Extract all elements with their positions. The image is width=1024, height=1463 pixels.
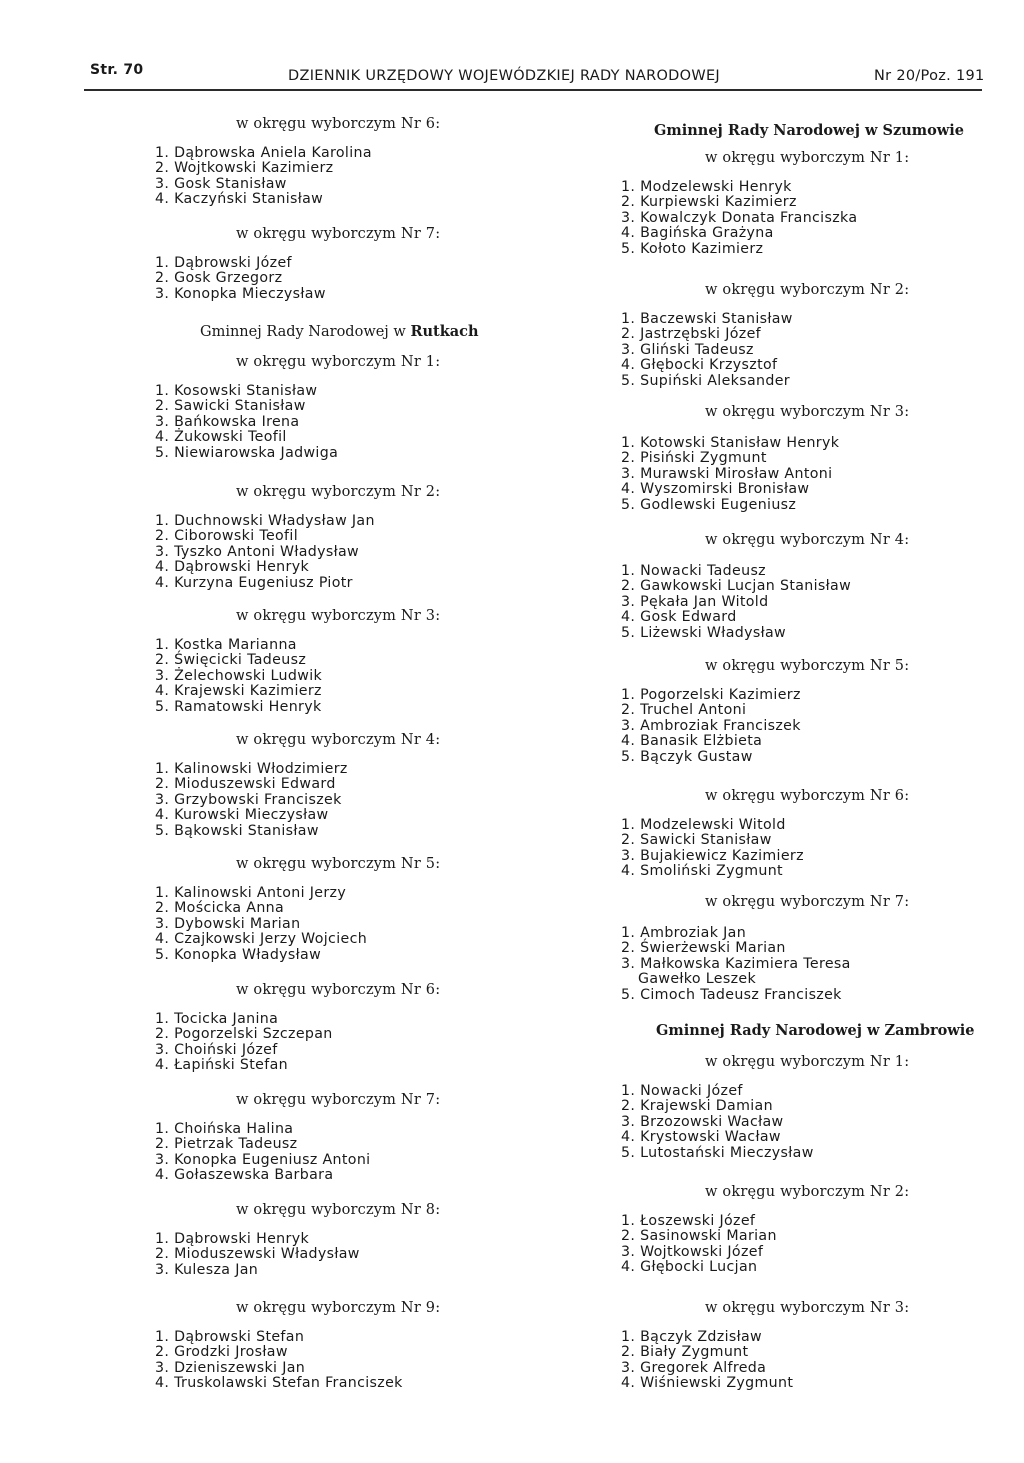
issue-number: Nr 20/Poz. 191 [874,68,985,84]
list-item: 3. Bańkowska Irena [155,413,300,430]
candidate-list [155,146,372,208]
list-item: 1. Choińska Halina [155,1121,294,1137]
district-heading: w okręgu wyborczym Nr 1: [705,1054,910,1070]
list-item: 4. Krajewski Kazimierz [155,683,322,700]
list-item: 1. Baczewski Stanisław [621,311,793,327]
page-header [84,62,985,90]
list-item: 1. Łoszewski Józef [621,1213,756,1229]
list-item: 2. Ciborowski Teofil [155,528,298,545]
list-item: 2. Gawkowski Lucjan Stanisław [621,578,852,595]
list-item: 3. Gliński Tadeusz [621,341,754,358]
candidate-list [621,436,839,513]
page-number: Str. 70 [90,62,144,78]
list-item: 3. Żelechowski Ludwik [155,667,323,684]
candidate-list [621,926,851,1003]
district-heading: w okręgu wyborczym Nr 9: [236,1300,441,1316]
council-heading: Gminnej Rady Narodowej w Zambrowie [656,1022,975,1039]
district-heading: w okręgu wyborczym Nr 7: [705,894,910,910]
list-item: 1. Ambroziak Jan [621,925,747,941]
candidate-list [155,256,326,302]
list-item: 2. Gosk Grzegorz [155,270,283,287]
district-heading: w okręgu wyborczym Nr 6: [236,116,441,132]
list-item: 5. Godlewski Eugeniusz [621,496,797,513]
list-item: 4. Bagińska Grażyna [621,225,774,242]
list-item: 2. Mioduszewski Władysław [155,1246,360,1263]
list-item: 5. Lutostański Mieczysław [621,1144,814,1161]
list-item: 2. Krajewski Damian [621,1098,773,1115]
list-item: 1. Kalinowski Włodzimierz [155,761,348,777]
list-item: 1. Pogorzelski Kazimierz [621,687,801,703]
candidate-list [621,688,801,765]
list-item: 4. Kurzyna Eugeniusz Piotr [155,574,353,591]
district-heading: w okręgu wyborczym Nr 2: [236,484,441,500]
candidate-list [155,1330,403,1392]
list-item: 3. Ambroziak Franciszek [621,717,801,734]
list-item: 3. Wojtkowski Józef [621,1243,764,1260]
list-item: 4. Łapiński Stefan [155,1057,288,1074]
list-item: 3. Dzieniszewski Jan [155,1359,306,1376]
list-item: 1. Dąbrowski Józef [155,255,292,271]
candidate-list [621,818,804,880]
district-heading: w okręgu wyborczym Nr 3: [236,608,441,624]
list-item: 4. Żukowski Teofil [155,429,287,446]
list-item: 1. Tocicka Janina [155,1011,279,1027]
list-item: 1. Nowacki Tadeusz [621,563,766,579]
list-item: 2. Pisiński Zygmunt [621,450,767,467]
list-item: 2. Mioduszewski Edward [155,776,336,793]
candidate-list [621,1330,793,1392]
council-heading [200,323,479,340]
list-item: 5. Ramatowski Henryk [155,698,322,715]
list-item: 2. Truchel Antoni [621,702,747,719]
candidate-list [155,1122,370,1184]
candidate-list [621,1084,814,1161]
district-heading: w okręgu wyborczym Nr 5: [236,856,441,872]
list-item: 3. Konopka Mieczysław [155,285,326,302]
list-item: 4. Wyszomirski Bronisław [621,481,810,498]
list-item: 1. Dąbrowska Aniela Karolina [155,145,372,161]
list-item: 5. Kołoto Kazimierz [621,240,764,257]
list-item: 2. Sasinowski Marian [621,1228,777,1245]
candidate-list [621,564,851,641]
list-item: 1. Modzelewski Witold [621,817,786,833]
list-item: 1. Kostka Marianna [155,637,297,653]
list-item: 2. Święcicki Tadeusz [155,652,307,669]
district-heading: w okręgu wyborczym Nr 4: [705,532,910,548]
list-item: 1. Dąbrowski Stefan [155,1329,305,1345]
list-item: 3. Gosk Stanisław [155,175,287,192]
list-item: 2. Kurpiewski Kazimierz [621,194,797,211]
list-item: 3. Dybowski Marian [155,915,301,932]
list-item: 3. Małkowska Kazimiera Teresa [621,955,851,972]
list-item: 1. Duchnowski Władysław Jan [155,513,375,529]
list-item: 3. Kowalczyk Donata Franciszka [621,209,858,226]
list-item: 4. Czajkowski Jerzy Wojciech [155,931,368,948]
list-item: 2. Mościcka Anna [155,900,285,917]
council-heading: Gminnej Rady Narodowej w Szumowie [654,122,965,139]
candidate-list [621,312,793,389]
list-item: 4. Banasik Elżbieta [621,733,763,750]
district-heading: w okręgu wyborczym Nr 2: [705,1184,910,1200]
list-item: 4. Kurowski Mieczysław [155,807,329,824]
list-item: 1. Modzelewski Henryk [621,179,792,195]
list-item: 4. Głębocki Krzysztof [621,357,778,374]
list-item: 3. Choiński Józef [155,1041,278,1058]
list-item: 2. Sawicki Stanisław [155,398,306,415]
list-item: 1. Kalinowski Antoni Jerzy [155,885,347,901]
list-item: 5. Bączyk Gustaw [621,748,753,765]
list-item: 2. Jastrzębski Józef [621,326,761,343]
list-item: 5. Liżewski Władysław [621,624,786,641]
list-item: 4. Krystowski Wacław [621,1129,781,1146]
list-item: 4. Smoliński Zygmunt [621,863,783,880]
list-item: 4. Truskolawski Stefan Franciszek [155,1375,403,1392]
candidate-list [155,638,322,715]
list-item: 3. Konopka Eugeniusz Antoni [155,1151,371,1168]
list-item: 5. Cimoch Tadeusz Franciszek [621,986,842,1003]
list-item: 1. Bączyk Zdzisław [621,1329,762,1345]
list-item: 5. Konopka Władysław [155,946,322,963]
candidate-list [155,384,338,461]
district-heading: w okręgu wyborczym Nr 1: [236,354,441,370]
list-item: 3. Grzybowski Franciszek [155,791,342,808]
list-item: 1. Nowacki Józef [621,1083,743,1099]
list-item: 3. Bujakiewicz Kazimierz [621,847,804,864]
list-item: 2. Wojtkowski Kazimierz [155,160,334,177]
district-heading: w okręgu wyborczym Nr 2: [705,282,910,298]
list-item: 4. Głębocki Lucjan [621,1259,758,1276]
header-rule [84,89,982,91]
candidate-list [155,514,375,591]
candidate-list [621,180,857,257]
list-item: 4. Gołaszewska Barbara [155,1167,334,1184]
journal-title: DZIENNIK URZĘDOWY WOJEWÓDZKIEJ RADY NARODOWEJ [288,68,721,84]
district-heading: w okręgu wyborczym Nr 7: [236,1092,441,1108]
list-item: 2. Sawicki Stanisław [621,832,772,849]
list-item: 2. Świerżewski Marian [621,940,786,957]
list-item: 3. Kulesza Jan [155,1261,259,1278]
candidate-list [155,1232,360,1278]
list-item: 3. Pękała Jan Witold [621,593,769,610]
council-heading-prefix: Gminnej Rady Narodowej w [200,324,406,340]
council-heading-name: Rutkach [410,323,479,340]
district-heading: w okręgu wyborczym Nr 4: [236,732,441,748]
list-item: 5. Bąkowski Stanisław [155,822,319,839]
district-heading: w okręgu wyborczym Nr 7: [236,226,441,242]
candidate-list [155,1012,333,1074]
list-item: 4. Wiśniewski Zygmunt [621,1375,794,1392]
list-item: 3. Tyszko Antoni Władysław [155,543,359,560]
list-item: 4. Dąbrowski Henryk [155,559,310,576]
list-item: 2. Biały Zygmunt [621,1344,749,1361]
list-item: 3. Gregorek Alfreda [621,1359,767,1376]
list-item: 3. Brzozowski Wacław [621,1113,784,1130]
list-item: 4. Gosk Edward [621,609,737,626]
list-item: 1. Dąbrowski Henryk [155,1231,310,1247]
list-item: 2. Pietrzak Tadeusz [155,1136,298,1153]
list-item: 2. Grodzki Jrosław [155,1344,288,1361]
candidate-list [155,886,367,963]
list-item: 4. Kaczyński Stanisław [155,191,324,208]
list-item: 2. Pogorzelski Szczepan [155,1026,333,1043]
list-item: 3. Murawski Mirosław Antoni [621,465,833,482]
district-heading: w okręgu wyborczym Nr 6: [705,788,910,804]
district-heading: w okręgu wyborczym Nr 5: [705,658,910,674]
list-item: 5. Supiński Aleksander [621,372,790,389]
list-item: 1. Kosowski Stanisław [155,383,318,399]
district-heading: w okręgu wyborczym Nr 3: [705,404,910,420]
candidate-list [155,762,348,839]
district-heading: w okręgu wyborczym Nr 8: [236,1202,441,1218]
district-heading: w okręgu wyborczym Nr 3: [705,1300,910,1316]
list-item: Gawełko Leszek [638,971,757,988]
list-item: 5. Niewiarowska Jadwiga [155,444,339,461]
district-heading: w okręgu wyborczym Nr 1: [705,150,910,166]
candidate-list [621,1214,777,1276]
list-item: 1. Kotowski Stanisław Henryk [621,435,840,451]
district-heading: w okręgu wyborczym Nr 6: [236,982,441,998]
